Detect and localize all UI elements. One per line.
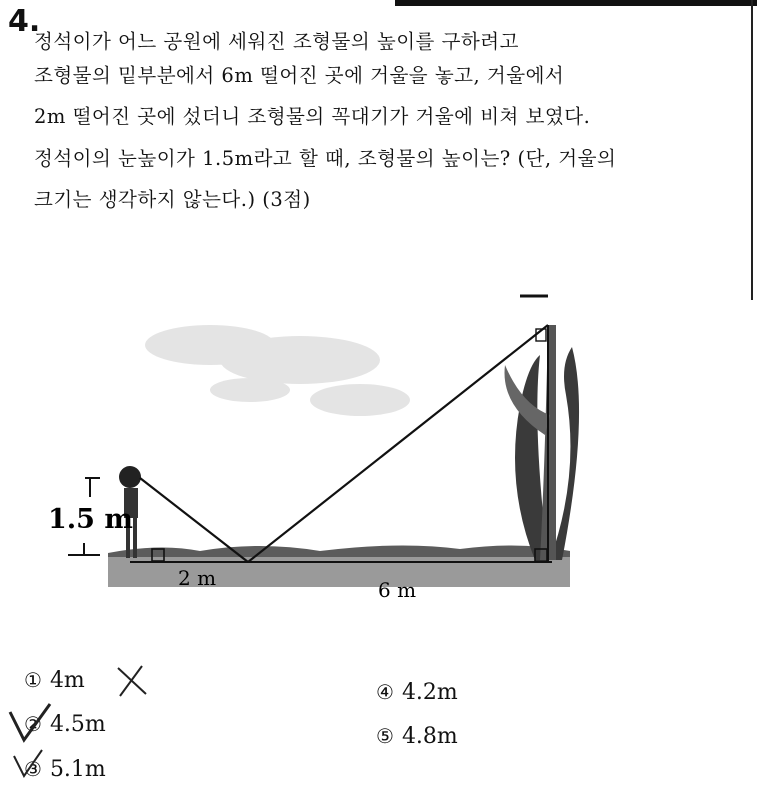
check-mark-choice-2 [10,704,50,740]
choice-4[interactable] [376,680,458,705]
question-line-4: 정석이의 눈높이가 1.5m라고 할 때, 조형물의 높이는? (단, 거울의 [34,147,617,170]
choice-5-number: ⑤ [376,724,394,748]
handwritten-marks [0,660,180,796]
cross-mark [118,666,146,696]
grass [108,545,570,557]
question-line-5: 크기는 생각하지 않는다.) (3점) [34,188,311,211]
choice-1-text: 4m [49,668,85,693]
distance-label-2m: 2 m [178,566,217,590]
top-border [395,0,757,6]
check-mark-choice-3 [14,750,42,776]
choice-3-text: 5.1m [49,757,106,782]
distance-label-6m: 6 m [378,578,417,602]
sculpture [505,325,580,560]
choice-4-number: ④ [376,680,394,704]
right-border [751,0,753,300]
choice-1-number: ① [24,668,42,692]
question-line-3: 2m 떨어진 곳에 섰더니 조형물의 꼭대기가 거울에 비쳐 보였다. [34,105,591,128]
choice-2-text: 4.5m [49,712,106,737]
choice-5[interactable] [376,724,458,749]
choice-3-number: ③ [24,757,42,781]
question-line-1: 정석이가 어느 공원에 세워진 조형물의 높이를 구하려고 [34,30,519,53]
mirror-diagram [0,285,757,625]
choice-2-number: ② [24,712,42,736]
question-number: 4. [8,4,41,39]
question-line-2: 조형물의 밑부분에서 6m 떨어진 곳에 거울을 놓고, 거울에서 [34,64,565,87]
choice-4-text: 4.2m [401,680,458,705]
height-label: 1.5 m [48,504,133,535]
choice-5-text: 4.8m [401,724,458,749]
clouds [145,325,410,416]
